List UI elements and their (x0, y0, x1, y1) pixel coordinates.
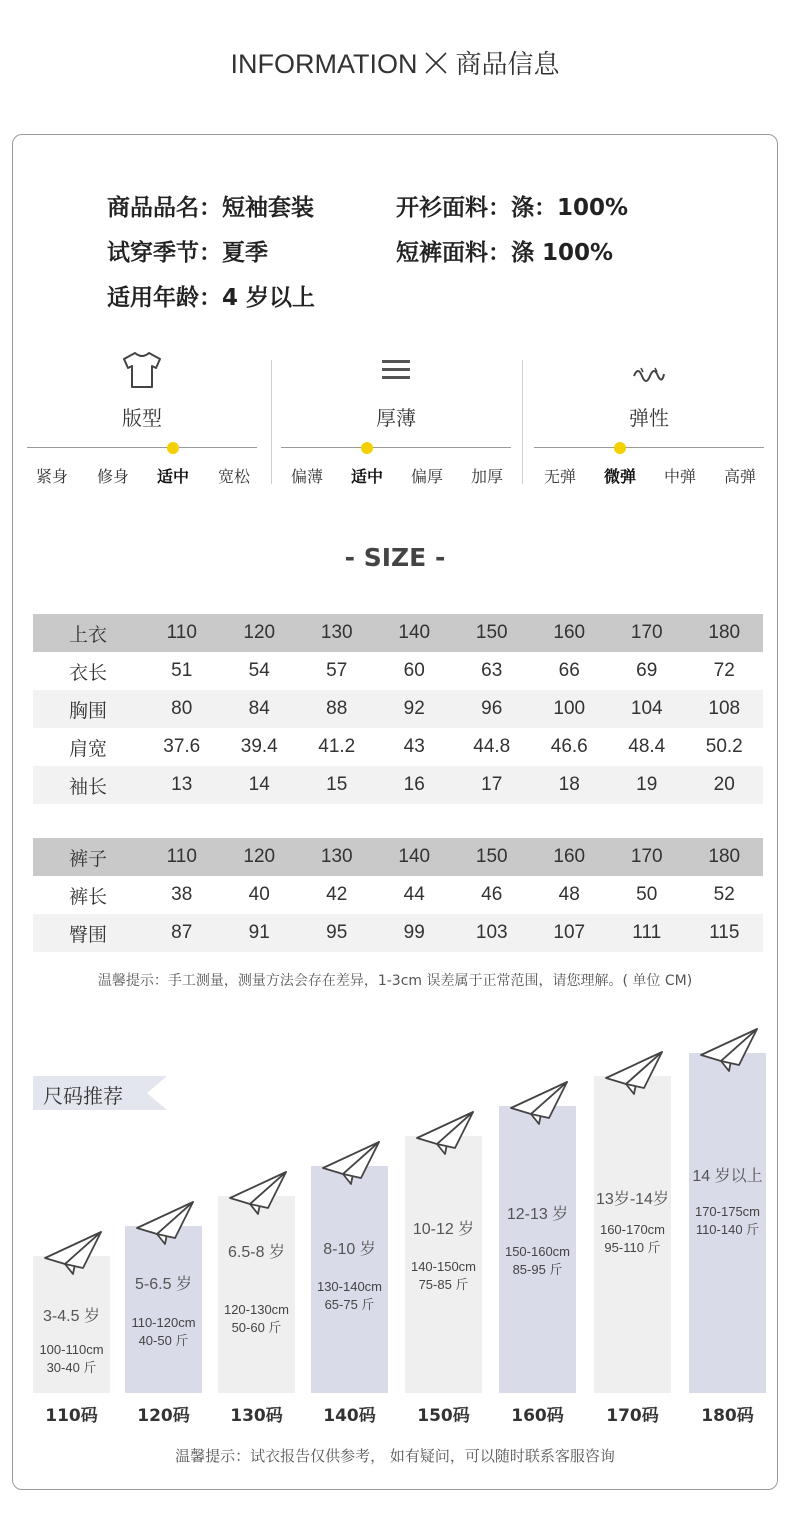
table-cell: 87 (143, 914, 221, 952)
option-label-selected: 适中 (350, 467, 383, 486)
bar-measure-label (594, 1221, 671, 1257)
option-label: 加厚 (470, 467, 503, 486)
bar-height-range: 140-150cm (410, 1259, 477, 1274)
bar-measure-label (125, 1314, 202, 1350)
table-cell: 14 (221, 766, 299, 804)
table-cell: 17 (453, 766, 531, 804)
table-cell: 48.4 (608, 728, 686, 766)
bar-measure-label (33, 1341, 110, 1377)
bar-age-label: 5-6.5 岁 (135, 1276, 192, 1293)
table-cell: 150 (453, 838, 531, 876)
attribute-title: 版型 (122, 406, 162, 430)
size-code-label: 170码 (606, 1406, 659, 1426)
option-label: 偏厚 (410, 467, 443, 486)
table-cell: 103 (453, 914, 531, 952)
table-cell: 41.2 (298, 728, 376, 766)
bar-measure-label (311, 1278, 388, 1314)
table-cell: 99 (376, 914, 454, 952)
table-cell: 44.8 (453, 728, 531, 766)
bar-weight-range: 40-50 斤 (138, 1333, 189, 1348)
table-cell: 69 (608, 652, 686, 690)
paper-plane-icon (43, 1230, 103, 1280)
bar-measure-label (218, 1301, 295, 1337)
recommend-tag (33, 1076, 167, 1110)
table-cell: 裤子 (33, 838, 143, 876)
table-cell: 110 (143, 838, 221, 876)
table-cell: 140 (376, 614, 454, 652)
header-english-title: INFORMATION (230, 49, 418, 79)
bar-weight-range: 85-95 斤 (512, 1262, 563, 1277)
table-cell: 43 (376, 728, 454, 766)
option-label: 修身 (96, 467, 129, 486)
table-cell: 51 (143, 652, 221, 690)
table-cell: 170 (608, 838, 686, 876)
table-cell: 104 (608, 690, 686, 728)
bar-height-range: 150-160cm (504, 1244, 571, 1259)
table-cell: 胸围 (33, 690, 143, 728)
table-cell: 80 (143, 690, 221, 728)
table-cell: 110 (143, 614, 221, 652)
attribute-title: 厚薄 (376, 406, 416, 430)
table-row (33, 728, 763, 766)
size-code-label: 160码 (511, 1406, 564, 1426)
size-code-label: 120码 (137, 1406, 190, 1426)
info-top-fabric: 开衫面料：涤：100% (396, 195, 629, 221)
table-cell: 100 (531, 690, 609, 728)
header-chinese-title: 商品信息 (455, 50, 560, 80)
option-label: 无弹 (543, 467, 576, 486)
scale-indicator-dot (167, 442, 179, 454)
table-header-row (33, 614, 763, 652)
bar-weight-range: 110-140 斤 (695, 1222, 760, 1237)
table-cell: 92 (376, 690, 454, 728)
table-cell: 裤长 (33, 876, 143, 914)
table-cell: 50 (608, 876, 686, 914)
paper-plane-icon (509, 1080, 569, 1130)
table-cell: 57 (298, 652, 376, 690)
bar-height-range: 120-130cm (223, 1302, 290, 1317)
table-cell: 95 (298, 914, 376, 952)
bottom-tip: 温馨提示：试衣报告仅供参考， 如有疑问，可以随时联系客服咨询 (175, 1447, 615, 1465)
table-cell: 120 (221, 838, 299, 876)
t-shirt-icon (27, 350, 257, 394)
table-cell: 上衣 (33, 614, 143, 652)
bar-height-range: 130-140cm (316, 1279, 383, 1294)
table-cell: 180 (686, 838, 764, 876)
option-label: 偏薄 (290, 467, 323, 486)
table-cell: 衣长 (33, 652, 143, 690)
table-header-row (33, 838, 763, 876)
option-label-selected: 微弹 (603, 467, 636, 486)
table-cell: 66 (531, 652, 609, 690)
size-bar (594, 1076, 671, 1393)
table-cell: 84 (221, 690, 299, 728)
table-cell: 88 (298, 690, 376, 728)
size-bar (689, 1053, 766, 1393)
pants-size-table (33, 838, 763, 952)
table-cell: 63 (453, 652, 531, 690)
table-cell: 40 (221, 876, 299, 914)
table-cell: 130 (298, 614, 376, 652)
divider (271, 360, 272, 484)
table-cell: 130 (298, 838, 376, 876)
bar-measure-label (689, 1203, 766, 1239)
size-section-title: - SIZE - (344, 543, 446, 572)
paper-plane-icon (135, 1200, 195, 1250)
bar-height-range: 100-110cm (39, 1342, 104, 1357)
option-label: 高弹 (723, 467, 756, 486)
table-cell: 150 (453, 614, 531, 652)
table-cell: 48 (531, 876, 609, 914)
info-age: 适用年龄：4 岁以上 (107, 285, 316, 311)
size-code-label: 150码 (417, 1406, 470, 1426)
table-cell: 180 (686, 614, 764, 652)
table-cell: 19 (608, 766, 686, 804)
bar-weight-range: 50-60 斤 (231, 1320, 282, 1335)
bar-age-label: 14 岁以上 (692, 1168, 763, 1185)
top-size-table (33, 614, 763, 804)
table-cell: 170 (608, 614, 686, 652)
bar-weight-range: 75-85 斤 (418, 1277, 469, 1292)
scale-line (27, 447, 257, 448)
table-row (33, 652, 763, 690)
scale-indicator-dot (614, 442, 626, 454)
info-season: 试穿季节：夏季 (107, 240, 268, 266)
bar-age-label: 3-4.5 岁 (43, 1308, 100, 1325)
table-cell: 96 (453, 690, 531, 728)
table-cell: 108 (686, 690, 764, 728)
page-header (0, 44, 790, 81)
scale-indicator-dot (361, 442, 373, 454)
table-cell: 50.2 (686, 728, 764, 766)
table-cell: 72 (686, 652, 764, 690)
table-cell: 60 (376, 652, 454, 690)
size-bar (125, 1226, 202, 1393)
table-cell: 37.6 (143, 728, 221, 766)
table-cell: 18 (531, 766, 609, 804)
table-row (33, 914, 763, 952)
size-bar (218, 1196, 295, 1393)
bar-weight-range: 95-110 斤 (604, 1240, 661, 1255)
option-label: 紧身 (35, 467, 68, 486)
paper-plane-icon (699, 1027, 759, 1077)
info-shorts-fabric: 短裤面料：涤 100% (396, 240, 614, 266)
table-cell: 160 (531, 614, 609, 652)
bar-height-range: 160-170cm (599, 1222, 666, 1237)
option-label-selected: 适中 (156, 467, 189, 486)
bar-age-label: 10-12 岁 (412, 1221, 475, 1238)
size-code-label: 130码 (230, 1406, 283, 1426)
table-row (33, 690, 763, 728)
info-product-name: 商品品名：短袖套装 (107, 195, 314, 221)
bar-measure-label (405, 1258, 482, 1294)
measurement-tip: 温馨提示：手工测量，测量方法会存在差异，1-3cm 误差属于正常范围，请您理解。( 单位 CM) (97, 973, 693, 989)
scale-line (534, 447, 764, 448)
recommend-title: 尺码推荐 (43, 1084, 123, 1108)
table-cell: 54 (221, 652, 299, 690)
size-bar (499, 1106, 576, 1393)
table-row (33, 876, 763, 914)
table-cell: 16 (376, 766, 454, 804)
cross-icon (425, 52, 447, 74)
scale-line (281, 447, 511, 448)
thickness-lines-icon (281, 358, 511, 386)
table-row (33, 766, 763, 804)
paper-plane-icon (604, 1050, 664, 1100)
bar-measure-label (499, 1243, 576, 1279)
bar-weight-range: 30-40 斤 (46, 1360, 97, 1375)
divider (522, 360, 523, 484)
size-code-label: 140码 (323, 1406, 376, 1426)
size-bar (311, 1166, 388, 1393)
bar-age-label: 12-13 岁 (506, 1206, 569, 1223)
table-cell: 20 (686, 766, 764, 804)
bar-age-label: 13岁-14岁 (596, 1191, 669, 1208)
table-cell: 42 (298, 876, 376, 914)
table-cell: 140 (376, 838, 454, 876)
table-cell: 115 (686, 914, 764, 952)
table-cell: 120 (221, 614, 299, 652)
size-code-label: 110码 (45, 1406, 98, 1426)
size-bar (405, 1136, 482, 1393)
size-code-label: 180码 (701, 1406, 754, 1426)
paper-plane-icon (321, 1140, 381, 1190)
table-cell: 38 (143, 876, 221, 914)
table-cell: 肩宽 (33, 728, 143, 766)
table-cell: 15 (298, 766, 376, 804)
option-label: 宽松 (217, 467, 250, 486)
table-cell: 44 (376, 876, 454, 914)
table-cell: 160 (531, 838, 609, 876)
table-cell: 107 (531, 914, 609, 952)
option-label: 中弹 (663, 467, 696, 486)
table-cell: 46 (453, 876, 531, 914)
table-cell: 袖长 (33, 766, 143, 804)
paper-plane-icon (228, 1170, 288, 1220)
table-cell: 52 (686, 876, 764, 914)
table-cell: 臀围 (33, 914, 143, 952)
bar-age-label: 8-10 岁 (323, 1241, 376, 1258)
table-cell: 111 (608, 914, 686, 952)
paper-plane-icon (415, 1110, 475, 1160)
table-cell: 13 (143, 766, 221, 804)
bar-height-range: 110-120cm (131, 1315, 196, 1330)
bar-age-label: 6.5-8 岁 (228, 1244, 285, 1261)
table-cell: 46.6 (531, 728, 609, 766)
stretch-wave-icon (534, 364, 764, 390)
bar-weight-range: 65-75 斤 (324, 1297, 375, 1312)
bar-height-range: 170-175cm (694, 1204, 761, 1219)
table-cell: 39.4 (221, 728, 299, 766)
table-cell: 91 (221, 914, 299, 952)
attribute-title: 弹性 (629, 406, 669, 430)
